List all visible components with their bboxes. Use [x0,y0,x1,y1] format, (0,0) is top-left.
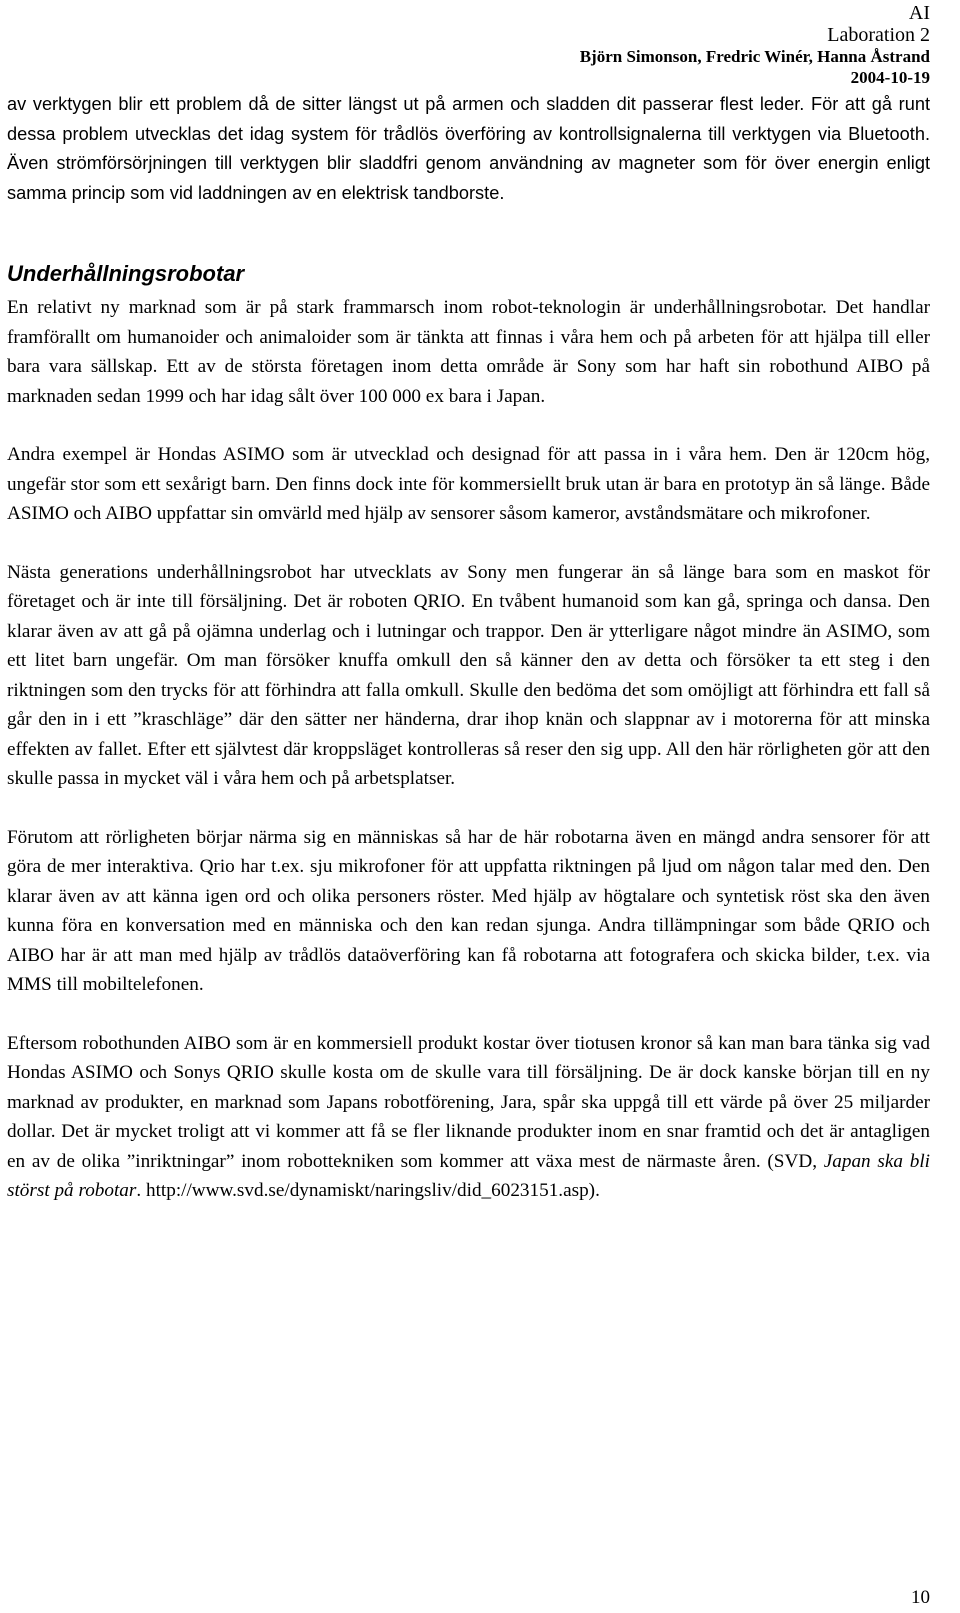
page-body [7,90,930,1206]
section-heading: Underhållningsrobotar [7,261,245,286]
header-authors: Björn Simonson, Fredric Winér, Hanna Åstrand [579,47,930,66]
paragraph-3: Nästa generations underhållningsrobot har utvecklats av Sony men fungerar än så länge bara som en maskot för företaget och är inte till försäljning. Det är roboten QRIO. En tvåbent humanoid som kan gå, springa och dansa. Den klarar även av att gå på ojämna underlag och i lutningar och trappor. Den är ytterligare något mindre än ASIMO, som ett litet barn ungefär. Om man försöker knuffa omkull den så känner den av detta och försöker ta ett steg i den riktningen som den trycks för att förhindra att falla omkull. Skulle den bedöma det som omöjligt att förhindra ett fall så går den in i ett ”kraschläge” där den sätter ner händerna, drar ihop knän och slappnar av i motorerna för att minska effekten av fallet. Efter ett självtest där kroppsläget kontrolleras så reser den sig upp. All den här rörligheten gör att den skulle passa in mycket väl i våra hem och på arbetsplatser. [7,561,930,789]
paragraph-2: Andra exempel är Hondas ASIMO som är utvecklad och designad för att passa in i våra hem. Den är 120cm hög, ungefär stor som ett sexårigt barn. Den finns dock inte för kommersiellt bruk utan är bara en prototyp än så länge. Både ASIMO och AIBO uppfattar sin omvärld med hjälp av sensorer såsom kameror, avståndsmätare och mikrofoner. [7,444,930,524]
page-header [580,2,930,88]
paragraph-4: Förutom att rörligheten börjar närma sig en människas så har de här robotarna även en mängd andra sensorer för att göra de mer interaktiva. Qrio har t.ex. sju mikrofoner för att uppfatta riktningen på ljud om någon talar med den. Den klarar även av att känna igen ord och olika personers röster. Med hjälp av högtalare och syntetisk röst ska den även kunna föra en konversation med en människa och den kan redan sjunga. Andra tillämpningar som både QRIO och AIBO har är att man med hjälp av trådlös dataöverföring kan få robotarna att fotografera och skicka bilder, t.ex. via MMS till mobiltelefonen. [7,826,930,995]
paragraph-5-text: Eftersom robothunden AIBO som är en kommersiell produkt kostar över tiotusen kronor så kan man bara tänka sig vad Hondas ASIMO och Sonys QRIO skulle kosta om de skulle vara till försäljning. De är dock kanske början till en ny marknad av produkter, en marknad som Japans robotförening, Jara, spår ska uppgå till ett värde på över 25 miljarder dollar. Det är mycket troligt att vi kommer att få se fler liknande produkter inom en snar framtid och det är antagligen en av de olika ”inriktningar” inom robottekniken som kommer att växa mest de närmaste åren. (SVD, [7,1032,930,1172]
intro-paragraph: av verktygen blir ett problem då de sitter längst ut på armen och sladden dit passerar flest leder. För att gå runt dessa problem utvecklas det idag system för trådlös överföring av kontrollsignalerna till verktygen via Bluetooth. Även strömförsörjningen till verktygen blir sladdfri genom användning av magneter som för över energin enligt samma princip som vid laddningen av en elektrisk tandborste. [7,94,930,203]
header-assignment: Laboration 2 [827,24,930,46]
citation-url-text: . http://www.svd.se/dynamiskt/naringsliv/did_6023151.asp). [136,1180,600,1201]
header-date: 2004-10-19 [850,68,930,87]
paragraph-5 [7,1029,930,1206]
header-course: AI [908,2,930,24]
paragraph-1: En relativt ny marknad som är på stark frammarsch inom robot-teknologin är underhållningsrobotar. Det handlar framförallt om humanoider och animaloider som är tänkta att finnas i våra hem och på arbeten för att hjälpa till eller bara vara sällskap. Ett av de största företagen inom detta område är Sony som har haft sin robothund AIBO på marknaden sedan 1999 och har idag sålt över 100 000 ex bara i Japan. [7,297,930,407]
page-number: 10 [911,1587,930,1608]
citation-title: Japan ska bli störst på robotar [7,1150,930,1201]
